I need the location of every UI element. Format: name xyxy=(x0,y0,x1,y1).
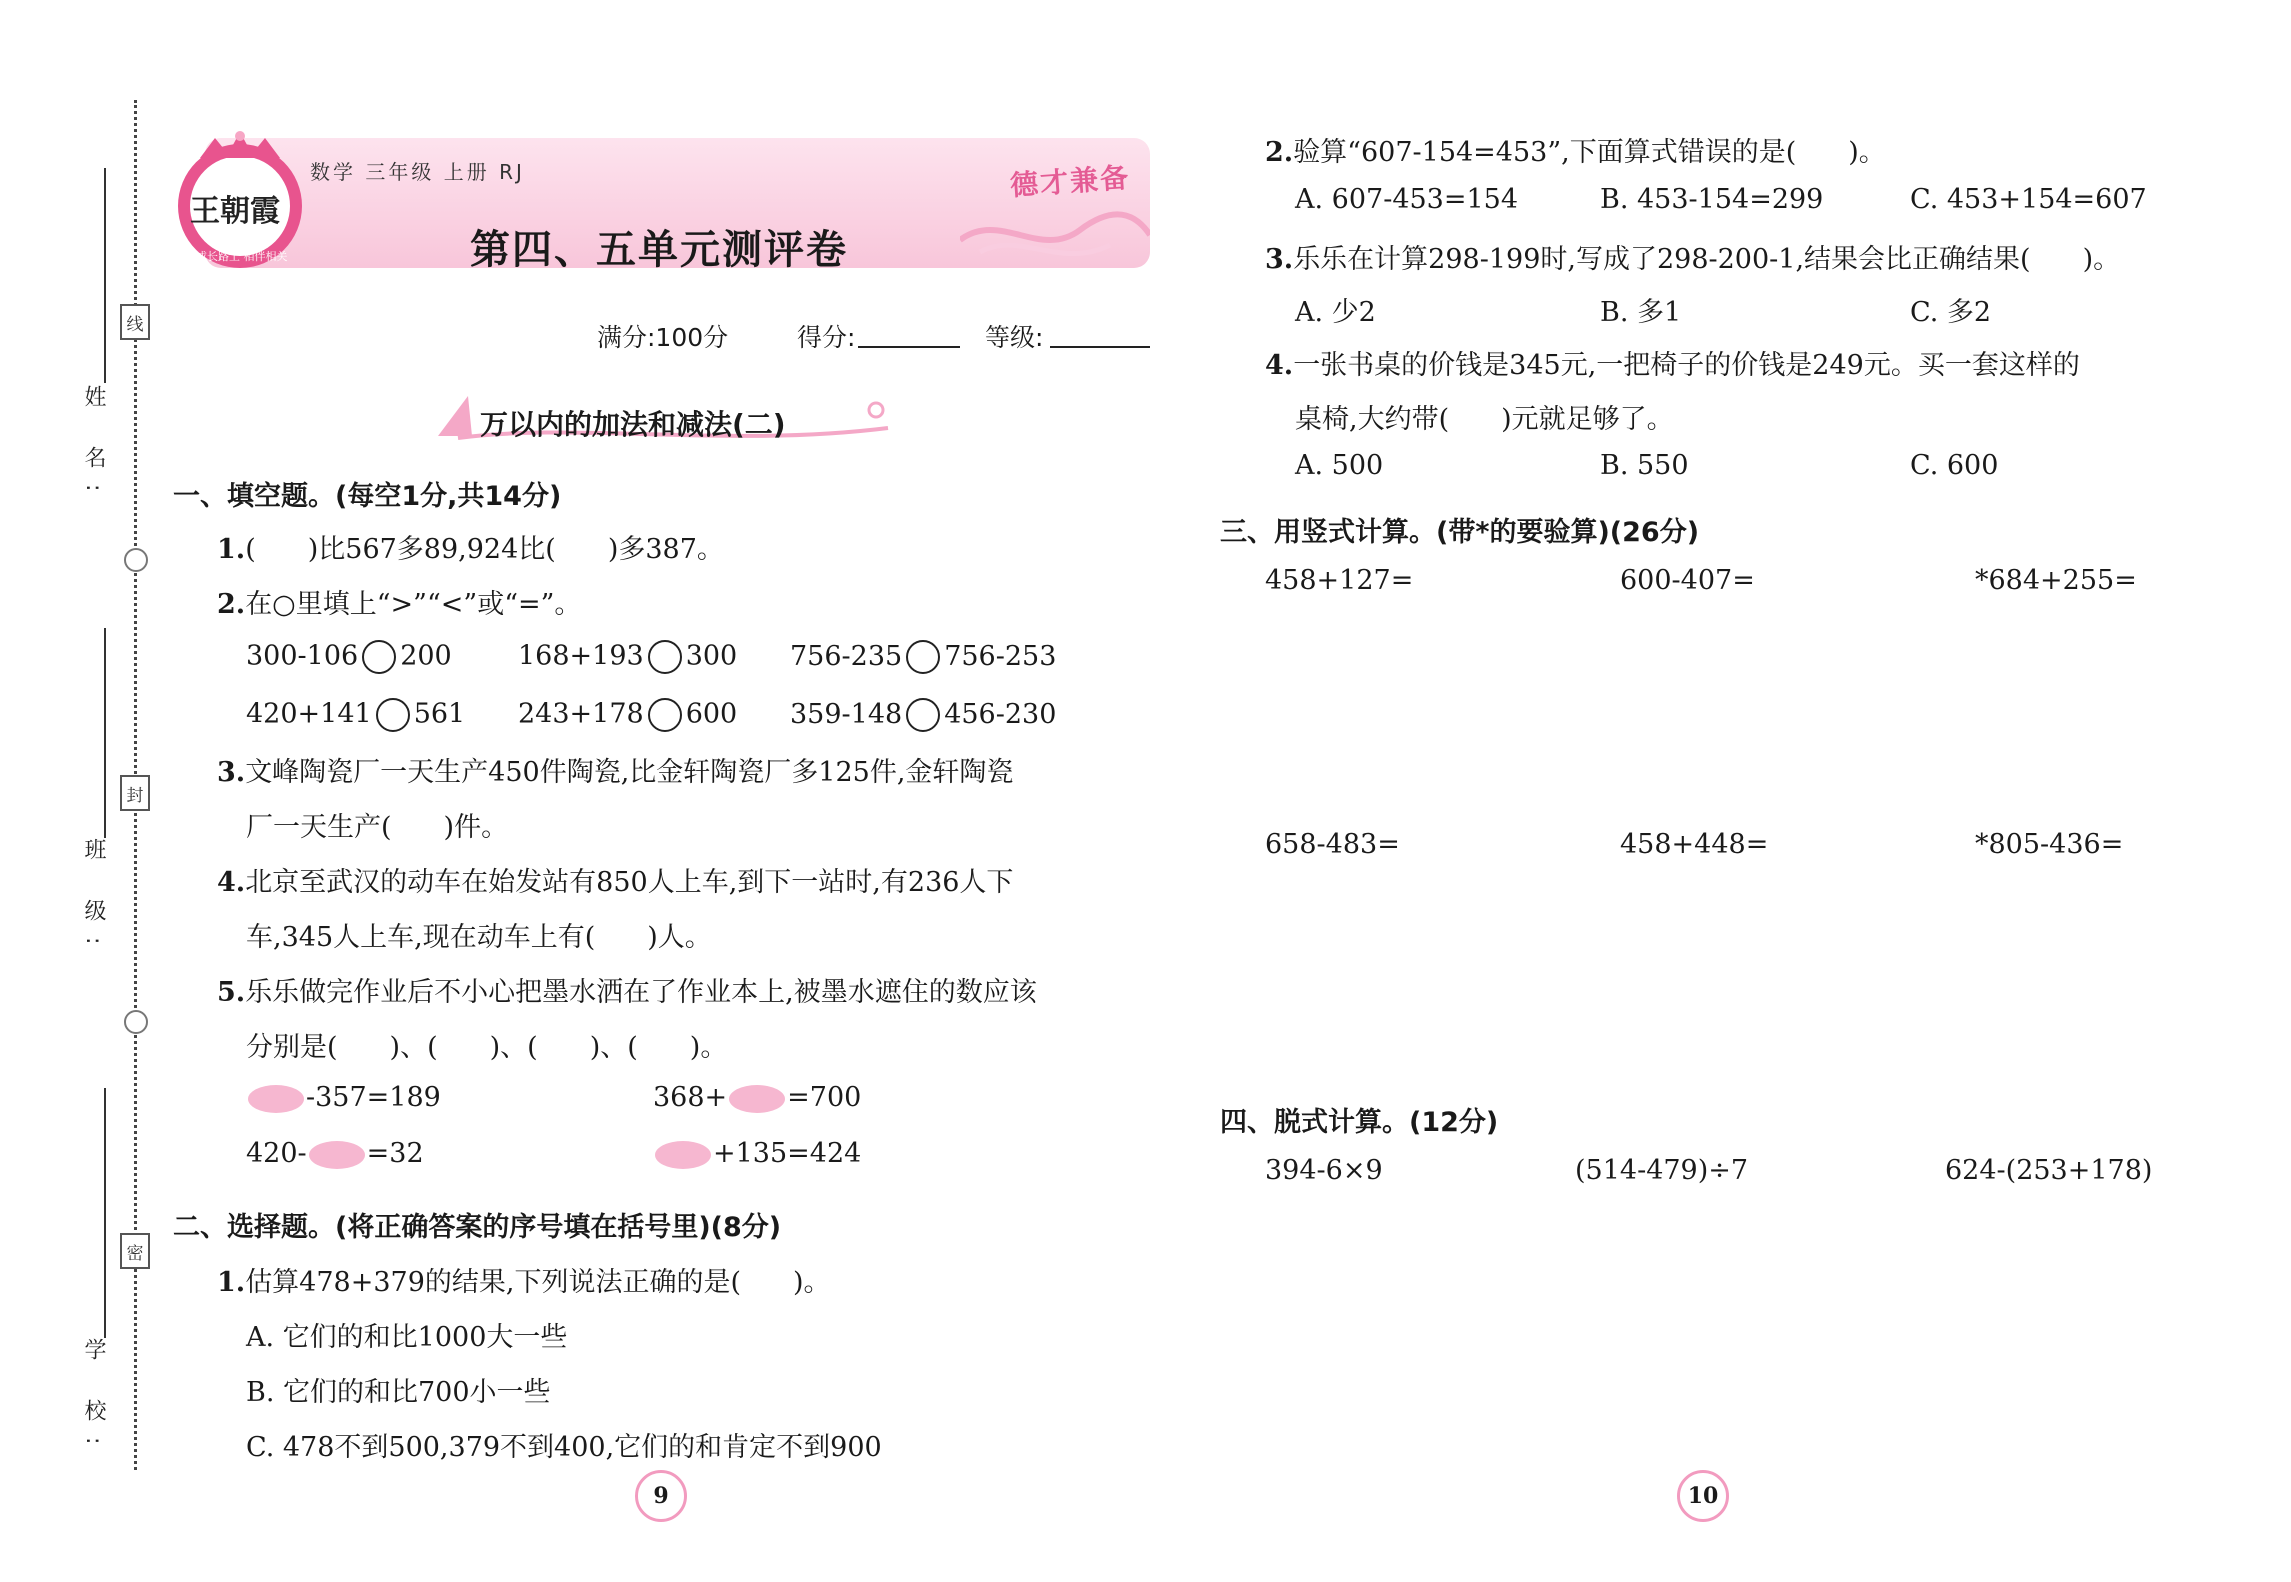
p1-question-2: 2.在○里填上“>”“<”或“=”。 xyxy=(217,589,582,620)
p2-question-4: 4.一张书桌的价钱是345元,一把椅子的价钱是249元。买一套这样的 xyxy=(1265,350,2080,381)
class-field[interactable] xyxy=(104,628,106,838)
unit-title: 万以内的加法和减法(二) xyxy=(480,408,786,441)
ink-equation-2: 368+ =700 xyxy=(653,1082,862,1113)
stepwise-calc-item: 624-(253+178) xyxy=(1945,1155,2153,1186)
p2-question-1: 1.估算478+379的结果,下列说法正确的是( )。 xyxy=(217,1267,831,1298)
class-label: 班 级: xyxy=(81,838,106,961)
compare-row-2: 420+141 561 243+178 600 359-148 456-230 xyxy=(246,698,1056,732)
p1-question-3-line2: 厂一天生产( )件。 xyxy=(246,812,509,843)
ink-blot xyxy=(655,1141,711,1169)
p1-question-4: 4.北京至武汉的动车在始发站有850人上车,到下一站时,有236人下 xyxy=(217,867,1014,898)
binding-mark-secret: 密 xyxy=(120,1233,150,1269)
part4-heading: 四、脱式计算。(12分) xyxy=(1220,1107,1499,1138)
p2-q3-option-b: B. 多1 xyxy=(1600,297,1682,328)
p2-question-3: 3.乐乐在计算298-199时,写成了298-200-1,结果会比正确结果( )。 xyxy=(1265,244,2121,275)
vertical-calc-item: 458+448= xyxy=(1620,829,1769,860)
ink-blot xyxy=(248,1085,304,1113)
vertical-calc-item: 658-483= xyxy=(1265,829,1400,860)
p2-q2-option-a: A. 607-453=154 xyxy=(1295,184,1519,215)
name-label: 姓 名: xyxy=(81,385,106,508)
vertical-calc-item: *805-436= xyxy=(1975,829,2124,860)
p2-q1-option-a: A. 它们的和比1000大一些 xyxy=(246,1322,568,1353)
part2-heading: 二、选择题。(将正确答案的序号填在括号里)(8分) xyxy=(173,1212,782,1243)
p1-question-5: 5.乐乐做完作业后不小心把墨水洒在了作业本上,被墨水遮住的数应该 xyxy=(217,977,1037,1008)
p2-q4-option-c: C. 600 xyxy=(1910,450,1999,481)
p2-q1-option-b: B. 它们的和比700小一些 xyxy=(246,1377,551,1408)
stepwise-calc-item: (514-479)÷7 xyxy=(1575,1155,1749,1186)
name-field[interactable] xyxy=(104,168,106,383)
compare-circle[interactable] xyxy=(376,698,410,732)
vertical-calc-item: *684+255= xyxy=(1975,565,2137,596)
ink-equation-4: +135=424 xyxy=(653,1138,861,1169)
compare-row-1: 300-106 200 168+193 300 756-235 756-253 xyxy=(246,640,1056,674)
p2-q2-option-b: B. 453-154=299 xyxy=(1600,184,1824,215)
stepwise-calc-item: 394-6×9 xyxy=(1265,1155,1383,1186)
compare-circle[interactable] xyxy=(362,640,396,674)
p2-question-4-line2: 桌椅,大约带( )元就足够了。 xyxy=(1295,404,1674,435)
grade-label: 等级: xyxy=(985,323,1044,352)
p2-q2-option-c: C. 453+154=607 xyxy=(1910,184,2147,215)
vertical-calc-item: 458+127= xyxy=(1265,565,1414,596)
ink-equation-3: 420- =32 xyxy=(246,1138,424,1169)
logo-tagline: 成长路上 相伴相关 xyxy=(196,250,288,263)
full-score: 满分:100分 xyxy=(597,323,729,352)
header-subhead: 数学 三年级 上册 RJ xyxy=(310,160,525,184)
logo-text: 王朝霞 xyxy=(190,194,280,229)
header-slogan: 德才兼备 xyxy=(1009,160,1132,203)
binding-mark-line: 线 xyxy=(120,304,150,340)
p1-question-1: 1.( )比567多89,924比( )多387。 xyxy=(217,534,724,565)
page-number-left: 9 xyxy=(635,1470,687,1522)
score-field[interactable] xyxy=(858,346,960,348)
binding-hole-icon xyxy=(124,548,148,572)
p2-q1-option-c: C. 478不到500,379不到400,它们的和肯定不到900 xyxy=(246,1432,882,1463)
part3-heading: 三、用竖式计算。(带*的要验算)(26分) xyxy=(1220,517,1700,548)
compare-circle[interactable] xyxy=(648,640,682,674)
grade-field[interactable] xyxy=(1050,346,1150,348)
ink-equation-1: -357=189 xyxy=(246,1082,441,1113)
page-number-right: 10 xyxy=(1677,1470,1729,1522)
p2-q3-option-c: C. 多2 xyxy=(1910,297,1992,328)
p2-q4-option-a: A. 500 xyxy=(1295,450,1384,481)
score-label: 得分: xyxy=(797,323,856,352)
school-label: 学 校: xyxy=(81,1338,106,1461)
page-title: 第四、五单元测评卷 xyxy=(470,227,848,273)
compare-circle[interactable] xyxy=(906,698,940,732)
p2-question-2: 2.验算“607-154=453”,下面算式错误的是( )。 xyxy=(1265,137,1886,168)
p1-question-5-line2: 分别是( )、( )、( )、( )。 xyxy=(246,1032,728,1063)
p1-question-4-line2: 车,345人上车,现在动车上有( )人。 xyxy=(246,922,712,953)
wave-decoration-icon xyxy=(960,190,1150,260)
compare-circle[interactable] xyxy=(906,640,940,674)
p1-question-3: 3.文峰陶瓷厂一天生产450件陶瓷,比金轩陶瓷厂多125件,金轩陶瓷 xyxy=(217,757,1014,788)
p2-q4-option-b: B. 550 xyxy=(1600,450,1689,481)
binding-hole-icon xyxy=(124,1010,148,1034)
school-field[interactable] xyxy=(104,1088,106,1338)
ink-blot xyxy=(309,1141,365,1169)
binding-mark-seal: 封 xyxy=(120,775,150,811)
compare-circle[interactable] xyxy=(648,698,682,732)
vertical-calc-item: 600-407= xyxy=(1620,565,1755,596)
ink-blot xyxy=(729,1085,785,1113)
part1-heading: 一、填空题。(每空1分,共14分) xyxy=(173,481,562,512)
p2-q3-option-a: A. 少2 xyxy=(1295,297,1376,328)
